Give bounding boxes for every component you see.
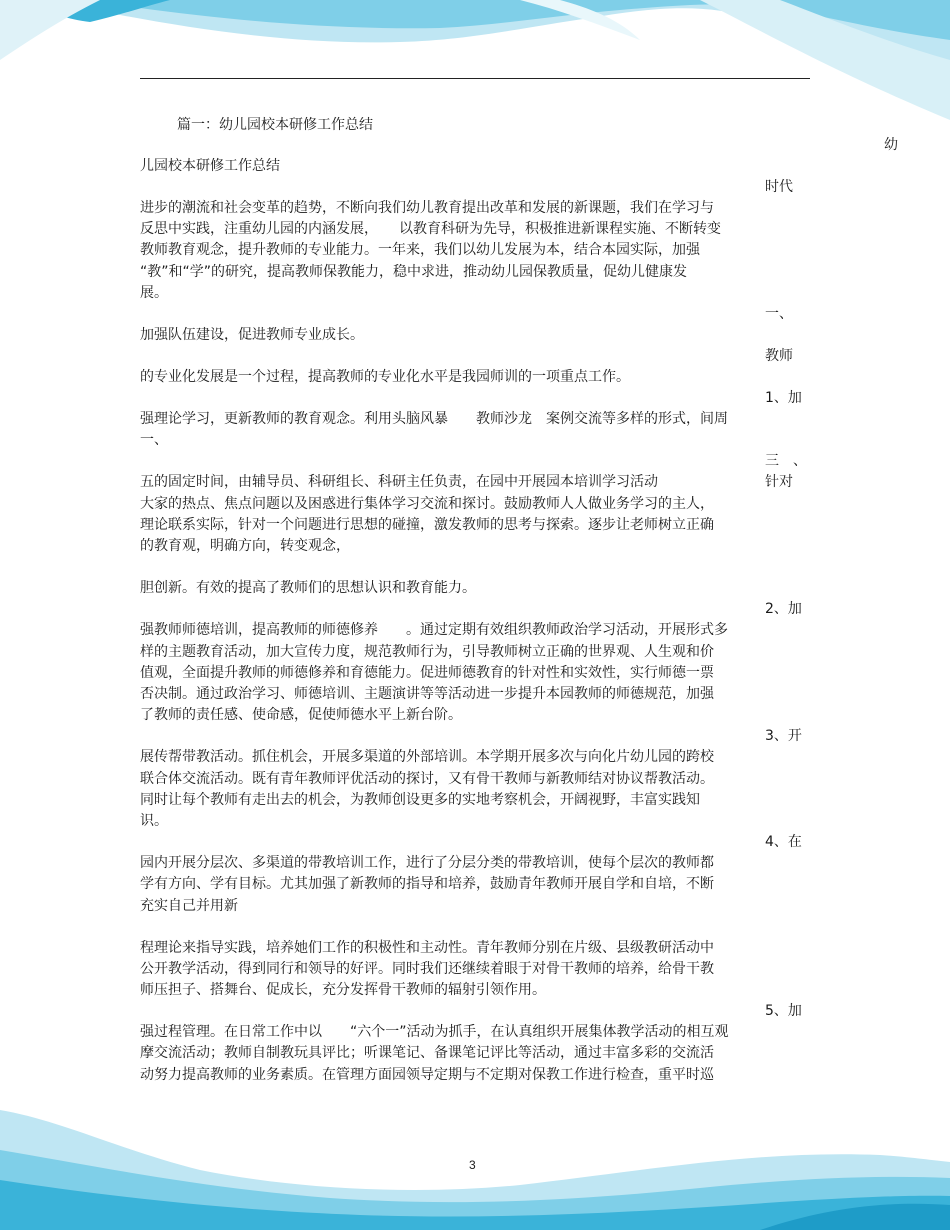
top-wave-decoration — [0, 0, 950, 150]
text-line: 强理论学习，更新教师的教育观念。利用头脑风暴 教师沙龙 案例交流等多样的形式，间周 — [140, 411, 728, 427]
margin-note: 1、加 — [765, 390, 802, 406]
text-line: 公开教学活动，得到同行和领导的好评。同时我们还继续着眼于对骨干教师的培养，给骨干教 — [140, 961, 714, 977]
margin-note: 三 、 — [765, 453, 807, 469]
margin-note: 3、开 — [765, 728, 802, 744]
text-line: 同时让每个教师有走出去的机会，为教师创设更多的实地考察机会，开阔视野，丰富实践知 — [140, 792, 700, 808]
text-line: 充实自己并用新 — [140, 898, 238, 914]
text-line: 摩交流活动；教师自制教玩具评比；听课笔记、备课笔记评比等活动，通过丰富多彩的交流活 — [140, 1045, 714, 1061]
doc-title: 篇一：幼儿园校本研修工作总结 — [177, 117, 373, 133]
text-line: 学有方向、学有目标。尤其加强了新教师的指导和培养，鼓励青年教师开展自学和自培，不断 — [140, 876, 714, 892]
text-line: 一、 — [140, 432, 168, 448]
text-line: 的专业化发展是一个过程，提高教师的专业化水平是我园师训的一项重点工作。 — [140, 369, 630, 385]
margin-note: 5、加 — [765, 1003, 802, 1019]
text-line: 教师教育观念，提升教师的专业能力。一年来，我们以幼儿发展为本，结合本园实际，加强 — [140, 242, 700, 258]
bottom-wave-decoration — [0, 1070, 950, 1230]
text-line: 进步的潮流和社会变革的趋势，不断向我们幼儿教育提出改革和发展的新课题，我们在学习与 — [140, 200, 714, 216]
text-line: 师压担子、搭舞台、促成长，充分发挥骨干教师的辐射引领作用。 — [140, 982, 546, 998]
text-line: 强教师师德培训，提高教师的师德修养 。通过定期有效组织教师政治学习活动，开展形式多 — [140, 622, 728, 638]
text-line: 理论联系实际，针对一个问题进行思想的碰撞，激发教师的思考与探索。逐步让老师树立正确 — [140, 517, 714, 533]
margin-note: 针对 — [765, 474, 793, 490]
text-line: 强过程管理。在日常工作中以 “六个一”活动为抓手，在认真组织开展集体教学活动的相互观 — [140, 1024, 729, 1040]
header-rule — [140, 78, 810, 79]
margin-note: 教师 — [765, 348, 793, 364]
text-line: 胆创新。有效的提高了教师们的思想认识和教育能力。 — [140, 580, 476, 596]
page-number: 3 — [469, 1158, 476, 1172]
text-line: 加强队伍建设，促进教师专业成长。 — [140, 327, 364, 343]
text-line: 否决制。通过政治学习、师德培训、主题演讲等等活动进一步提升本园教师的师德规范，加强 — [140, 686, 714, 702]
text-line: “教”和“学”的研究，提高教师保教能力，稳中求进，推动幼儿园保教质量，促幼儿健康发 — [140, 264, 688, 280]
text-line: 反思中实践，注重幼儿园的内涵发展， 以教育科研为先导，积极推进新课程实施、不断转变 — [140, 221, 721, 237]
text-line: 联合体交流活动。既有青年教师评优活动的探讨，又有骨干教师与新教师结对协议帮教活动。 — [140, 771, 714, 787]
text-line: 样的主题教育活动，加大宣传力度，规范教师行为，引导教师树立正确的世界观、人生观和价 — [140, 644, 714, 660]
text-line: 动努力提高教师的业务素质。在管理方面园领导定期与不定期对保教工作进行检查，重平时巡 — [140, 1067, 714, 1083]
margin-note: 一、 — [765, 306, 793, 322]
text-line: 程理论来指导实践，培养她们工作的积极性和主动性。青年教师分别在片级、县级教研活动中 — [140, 940, 714, 956]
text-line: 儿园校本研修工作总结 — [140, 158, 280, 174]
text-line: 五的固定时间，由辅导员、科研组长、科研主任负责，在园中开展园本培训学习活动 — [140, 474, 658, 490]
text-line: 展传帮带教活动。抓住机会，开展多渠道的外部培训。本学期开展多次与向化片幼儿园的跨校 — [140, 749, 714, 765]
margin-note: 4、在 — [765, 834, 802, 850]
text-line: 的教育观，明确方向，转变观念， — [140, 538, 350, 554]
text-line: 大家的热点、焦点问题以及困惑进行集体学习交流和探讨。鼓励教师人人做业务学习的主人， — [140, 496, 714, 512]
text-line: 展。 — [140, 285, 168, 301]
text-line: 识。 — [140, 813, 168, 829]
text-line: 了教师的责任感、使命感，促使师德水平上新台阶。 — [140, 707, 462, 723]
text-line: 值观，全面提升教师的师德修养和育德能力。促进师德教育的针对性和实效性，实行师德一票 — [140, 665, 714, 681]
text-line: 园内开展分层次、多渠道的带教培训工作，进行了分层分类的带教培训，使每个层次的教师都 — [140, 855, 714, 871]
margin-note: 幼 — [884, 137, 898, 153]
margin-note: 时代 — [765, 179, 793, 195]
margin-note: 2、加 — [765, 601, 802, 617]
